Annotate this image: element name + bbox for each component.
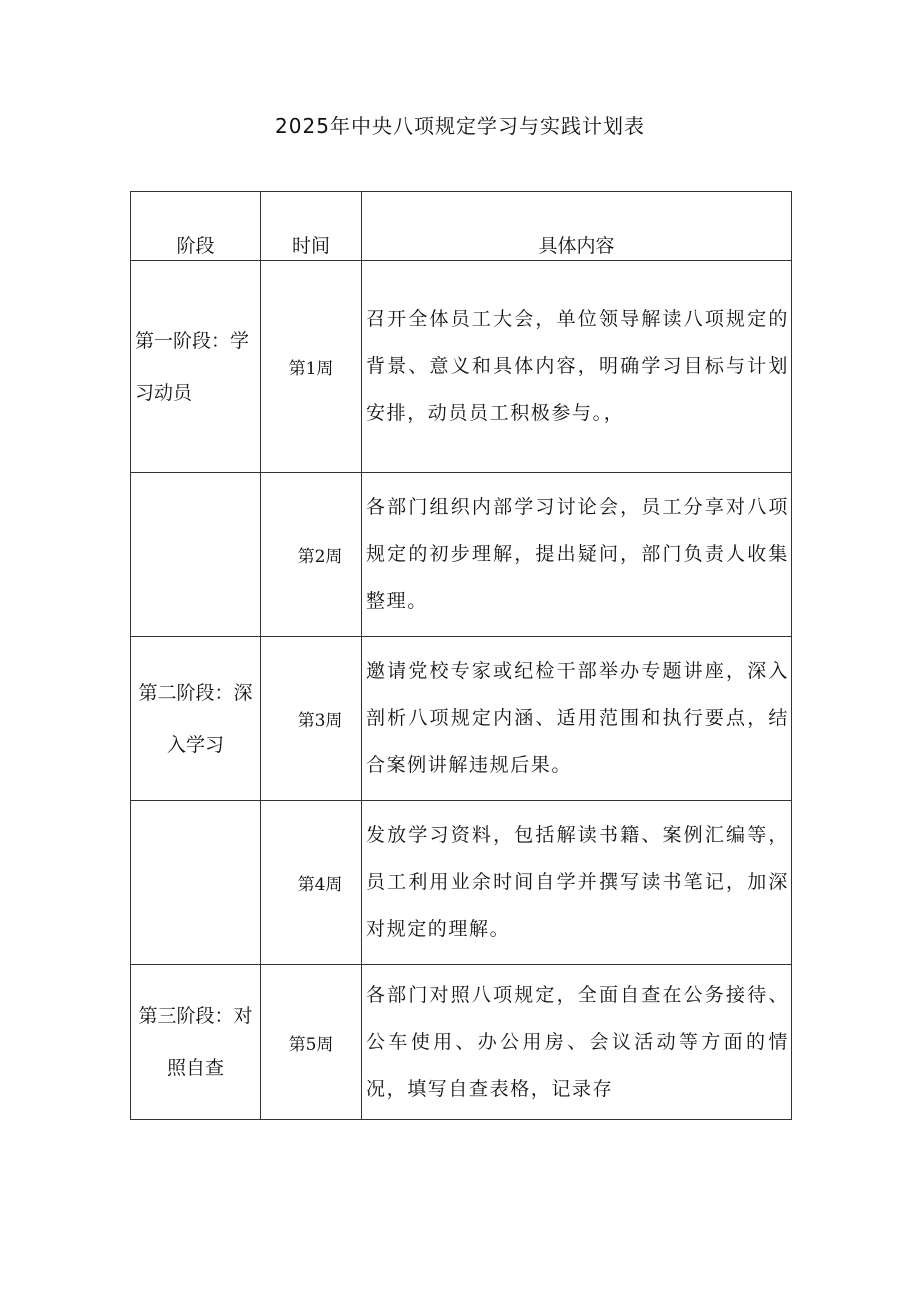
content-cell: 召开全体员工大会，单位领导解读八项规定的背景、意义和具体内容，明确学习目标与计划安排，动员员工积极参与。， [362,261,792,473]
table-row [131,637,792,801]
content-cell: 各部门对照八项规定，全面自查在公务接待、公车使用、办公用房、会议活动等方面的情况，填写自查表格，记录存 [362,965,792,1120]
table-header-row [131,192,792,261]
week-cell: 第2周 [261,473,362,637]
stage-cell [131,801,261,965]
week-cell: 第5周 [261,965,362,1120]
week-cell: 第1周 [261,261,362,473]
week-cell: 第3周 [261,637,362,801]
header-time: 时间 [261,192,362,261]
stage-cell: 第三阶段：对照自查 [131,965,261,1120]
table-row [131,965,792,1120]
table-row [131,261,792,473]
stage-cell [131,473,261,637]
week-cell: 第4周 [261,801,362,965]
content-cell: 各部门组织内部学习讨论会，员工分享对八项规定的初步理解，提出疑问，部门负责人收集整理。 [362,473,792,637]
stage-cell: 第二阶段：深入学习 [131,637,261,801]
plan-table [130,191,792,1120]
content-cell: 发放学习资料，包括解读书籍、案例汇编等，员工利用业余时间自学并撰写读书笔记，加深对规定的理解。 [362,801,792,965]
stage-cell: 第一阶段：学习动员 [131,261,261,473]
table-row [131,473,792,637]
header-content: 具体内容 [362,192,792,261]
content-cell: 邀请党校专家或纪检干部举办专题讲座，深入剖析八项规定内涵、适用范围和执行要点，结合案例讲解违规后果。 [362,637,792,801]
table-row [131,801,792,965]
header-stage: 阶段 [131,192,261,261]
document-title: 2025年中央八项规定学习与实践计划表 [275,114,645,138]
